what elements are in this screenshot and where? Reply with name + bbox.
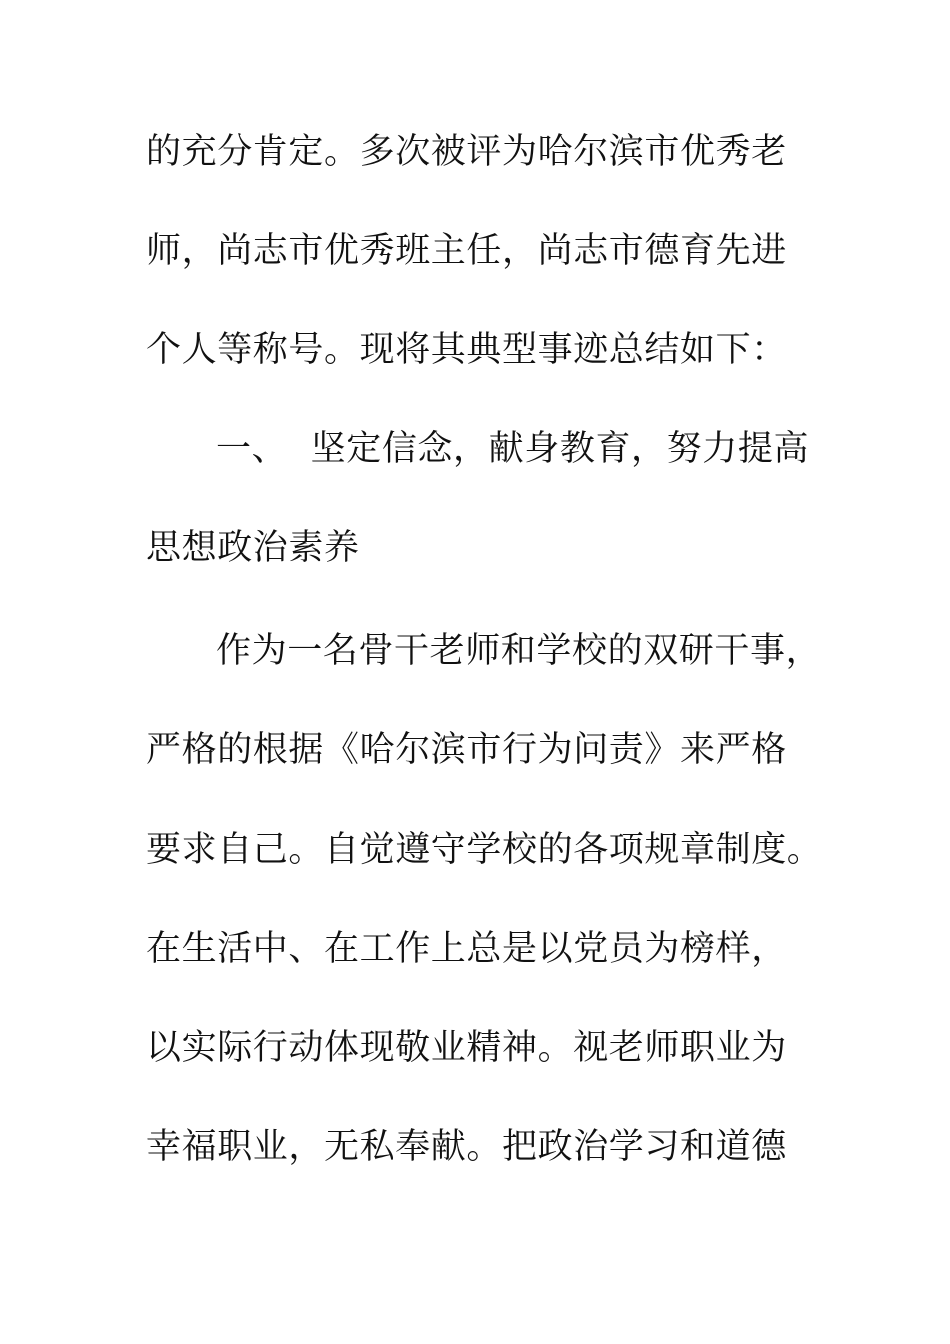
paragraph-line-3: 要求自己。自觉遵守学校的各项规章制度。 <box>146 830 823 870</box>
paragraph-line-1: 作为一名骨干老师和学校的双研干事， <box>216 631 822 671</box>
paragraph-line-2: 严格的根据《哈尔滨市行为问责》来严格 <box>146 730 787 770</box>
paragraph-line-6: 幸福职业，无私奉献。把政治学习和道德 <box>146 1127 787 1167</box>
text-line-2: 师，尚志市优秀班主任，尚志市德育先进 <box>146 231 787 271</box>
section-heading-line-2: 思想政治素养 <box>146 528 360 568</box>
paragraph-line-4: 在生活中、在工作上总是以党员为榜样， <box>146 929 787 969</box>
text-line-1: 的充分肯定。多次被评为哈尔滨市优秀老 <box>146 132 787 172</box>
paragraph-line-5: 以实际行动体现敬业精神。视老师职业为 <box>146 1028 787 1068</box>
section-heading-line-1: 一、 坚定信念，献身教育，努力提高 <box>216 429 810 469</box>
text-line-3: 个人等称号。现将其典型事迹总结如下： <box>146 330 787 370</box>
